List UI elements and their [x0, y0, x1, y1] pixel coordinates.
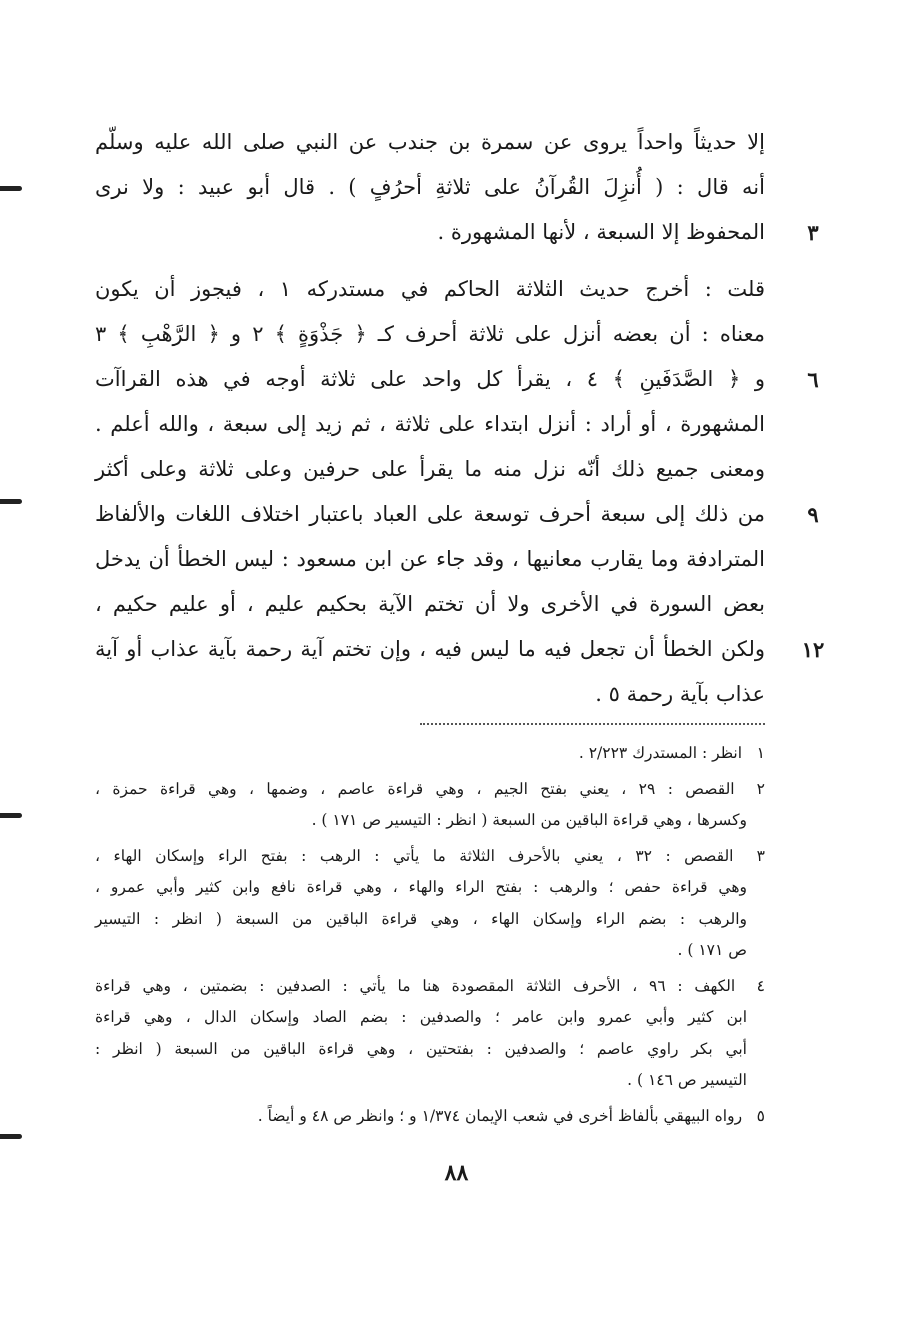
footnote-text: انظر : المستدرك ٢/٢٢٣ . — [578, 744, 743, 762]
footnote-line: التيسير ص ١٤٦ ) . — [627, 1071, 747, 1089]
margin-mark — [0, 1134, 22, 1139]
footnote-line: وهي قراءة حفص ؛ والرهب : بفتح الراء والهاء ، وهي قراءة نافع وابن كثير وأبي عمرو ، — [95, 878, 747, 896]
text-line: بعض السورة في الأخرى ولا أن تختم الآية بحكيم عليم ، أو عليم حكيم ، — [95, 592, 765, 616]
footnote-text: القصص : ٣٢ ، يعني بالأحرف الثلاثة ما يأتي : الرهب : بفتح الراء وإسكان الهاء ، — [95, 846, 734, 865]
footnote-text: القصص : ٢٩ ، يعني بفتح الجيم ، وهي قراءة عاصم ، وضمها ، وهي قراءة حمزة ، — [95, 779, 735, 798]
margin-mark — [0, 499, 22, 504]
footnote-line: ابن كثير وأبي عمرو وابن عامر ؛ والصدفين : بضم الصاد وإسكان الدال ، وهي قراءة — [95, 1008, 747, 1026]
line-number: ٣ — [807, 220, 819, 245]
line-number: ٩ — [807, 502, 819, 527]
footnote-line: وكسرها ، وهي قراءة الباقين من السبعة ( انظر : التيسير ص ١٧١ ) . — [311, 811, 747, 829]
line-number: ٦ — [807, 367, 819, 392]
footnote-separator — [420, 723, 765, 725]
text-line: معناه : أن بعضه أنزل على ثلاثة أحرف كـ ﴿ جَذْوَةٍ ﴾ ٢ و ﴿ الرَّهْبِ ﴾ ٣ — [95, 322, 765, 346]
footnote-line: أبي بكر راوي عاصم ؛ والصدفين : بفتحتين ، وهي قراءة الباقين من السبعة ( انظر : — [95, 1039, 747, 1058]
text-line: و ﴿ الصَّدَفَينِ ﴾ ٤ ، يقرأ كل واحد على ثلاثة أوجه في هذه القراآت — [95, 367, 765, 391]
footnote-line: ص ١٧١ ) . — [677, 941, 747, 959]
text-line: إلا حديثاً واحداً يروى عن سمرة بن جندب عن النبي صلى الله عليه وسلّم — [95, 130, 765, 154]
line-number: ١٢ — [801, 637, 825, 662]
text-line: ومعنى جميع ذلك أنّه نزل منه ما يقرأ على حرفين وعلى ثلاثة وعلى أكثر — [95, 457, 765, 481]
text-line: ولكن الخطأ أن تجعل فيه ما ليس فيه ، وإن تختم آية رحمة بآية عذاب أو آية — [95, 637, 765, 661]
main-text-block — [95, 120, 765, 717]
footnote-line — [95, 774, 765, 806]
text-line: من ذلك إلى سبعة أحرف توسعة على العباد باعتبار اختلاف اللغات والألفاظ — [95, 502, 765, 526]
footnote-line — [95, 1101, 765, 1133]
footnote-text: الكهف : ٩٦ ، الأحرف الثلاثة المقصودة هنا ما يأتي : الصدفين : بضمتين ، وهي قراءة — [95, 976, 736, 995]
page-number: ٨٨ — [444, 1160, 469, 1186]
text-line: قلت : أخرج حديث الثلاثة الحاكم في مستدركه ١ ، فيجوز أن يكون — [95, 277, 765, 301]
footnote-number: ١ — [756, 744, 765, 762]
margin-mark — [0, 186, 22, 191]
footnote-line — [95, 971, 765, 1003]
text-line: أنه قال : ( أُنزِلَ القُرآنُ على ثلاثةِ أحرُفٍ ) . قال أبو عبيد : ولا نرى — [95, 175, 765, 199]
footnote-line: والرهب : بضم الراء وإسكان الهاء ، وهي قراءة الباقين من السبعة ( انظر : التيسير — [95, 909, 747, 928]
footnote-number: ٣ — [756, 846, 765, 865]
margin-mark — [0, 813, 22, 818]
footnote-line — [95, 841, 765, 873]
text-line: المشهورة ، أو أراد : أنزل ابتداء على ثلاثة ، ثم زيد إلى سبعة ، والله أعلم . — [95, 412, 765, 436]
footnote-number: ٥ — [756, 1106, 765, 1125]
footnote-number: ٤ — [756, 976, 765, 995]
footnote-text: رواه البيهقي بألفاظ أخرى في شعب الإيمان ١/٣٧٤ و ؛ وانظر ص ٤٨ و أيضاً . — [257, 1106, 743, 1125]
footnotes-block — [95, 738, 765, 1132]
footnote-number: ٢ — [756, 779, 765, 798]
text-line: المحفوظ إلا السبعة ، لأنها المشهورة . — [437, 220, 765, 244]
footnote-line — [95, 738, 765, 770]
text-line: عذاب بآية رحمة ٥ . — [595, 682, 765, 706]
text-line: المترادفة وما يقارب معانيها ، وقد جاء عن ابن مسعود : ليس الخطأ أن يدخل — [95, 547, 765, 571]
